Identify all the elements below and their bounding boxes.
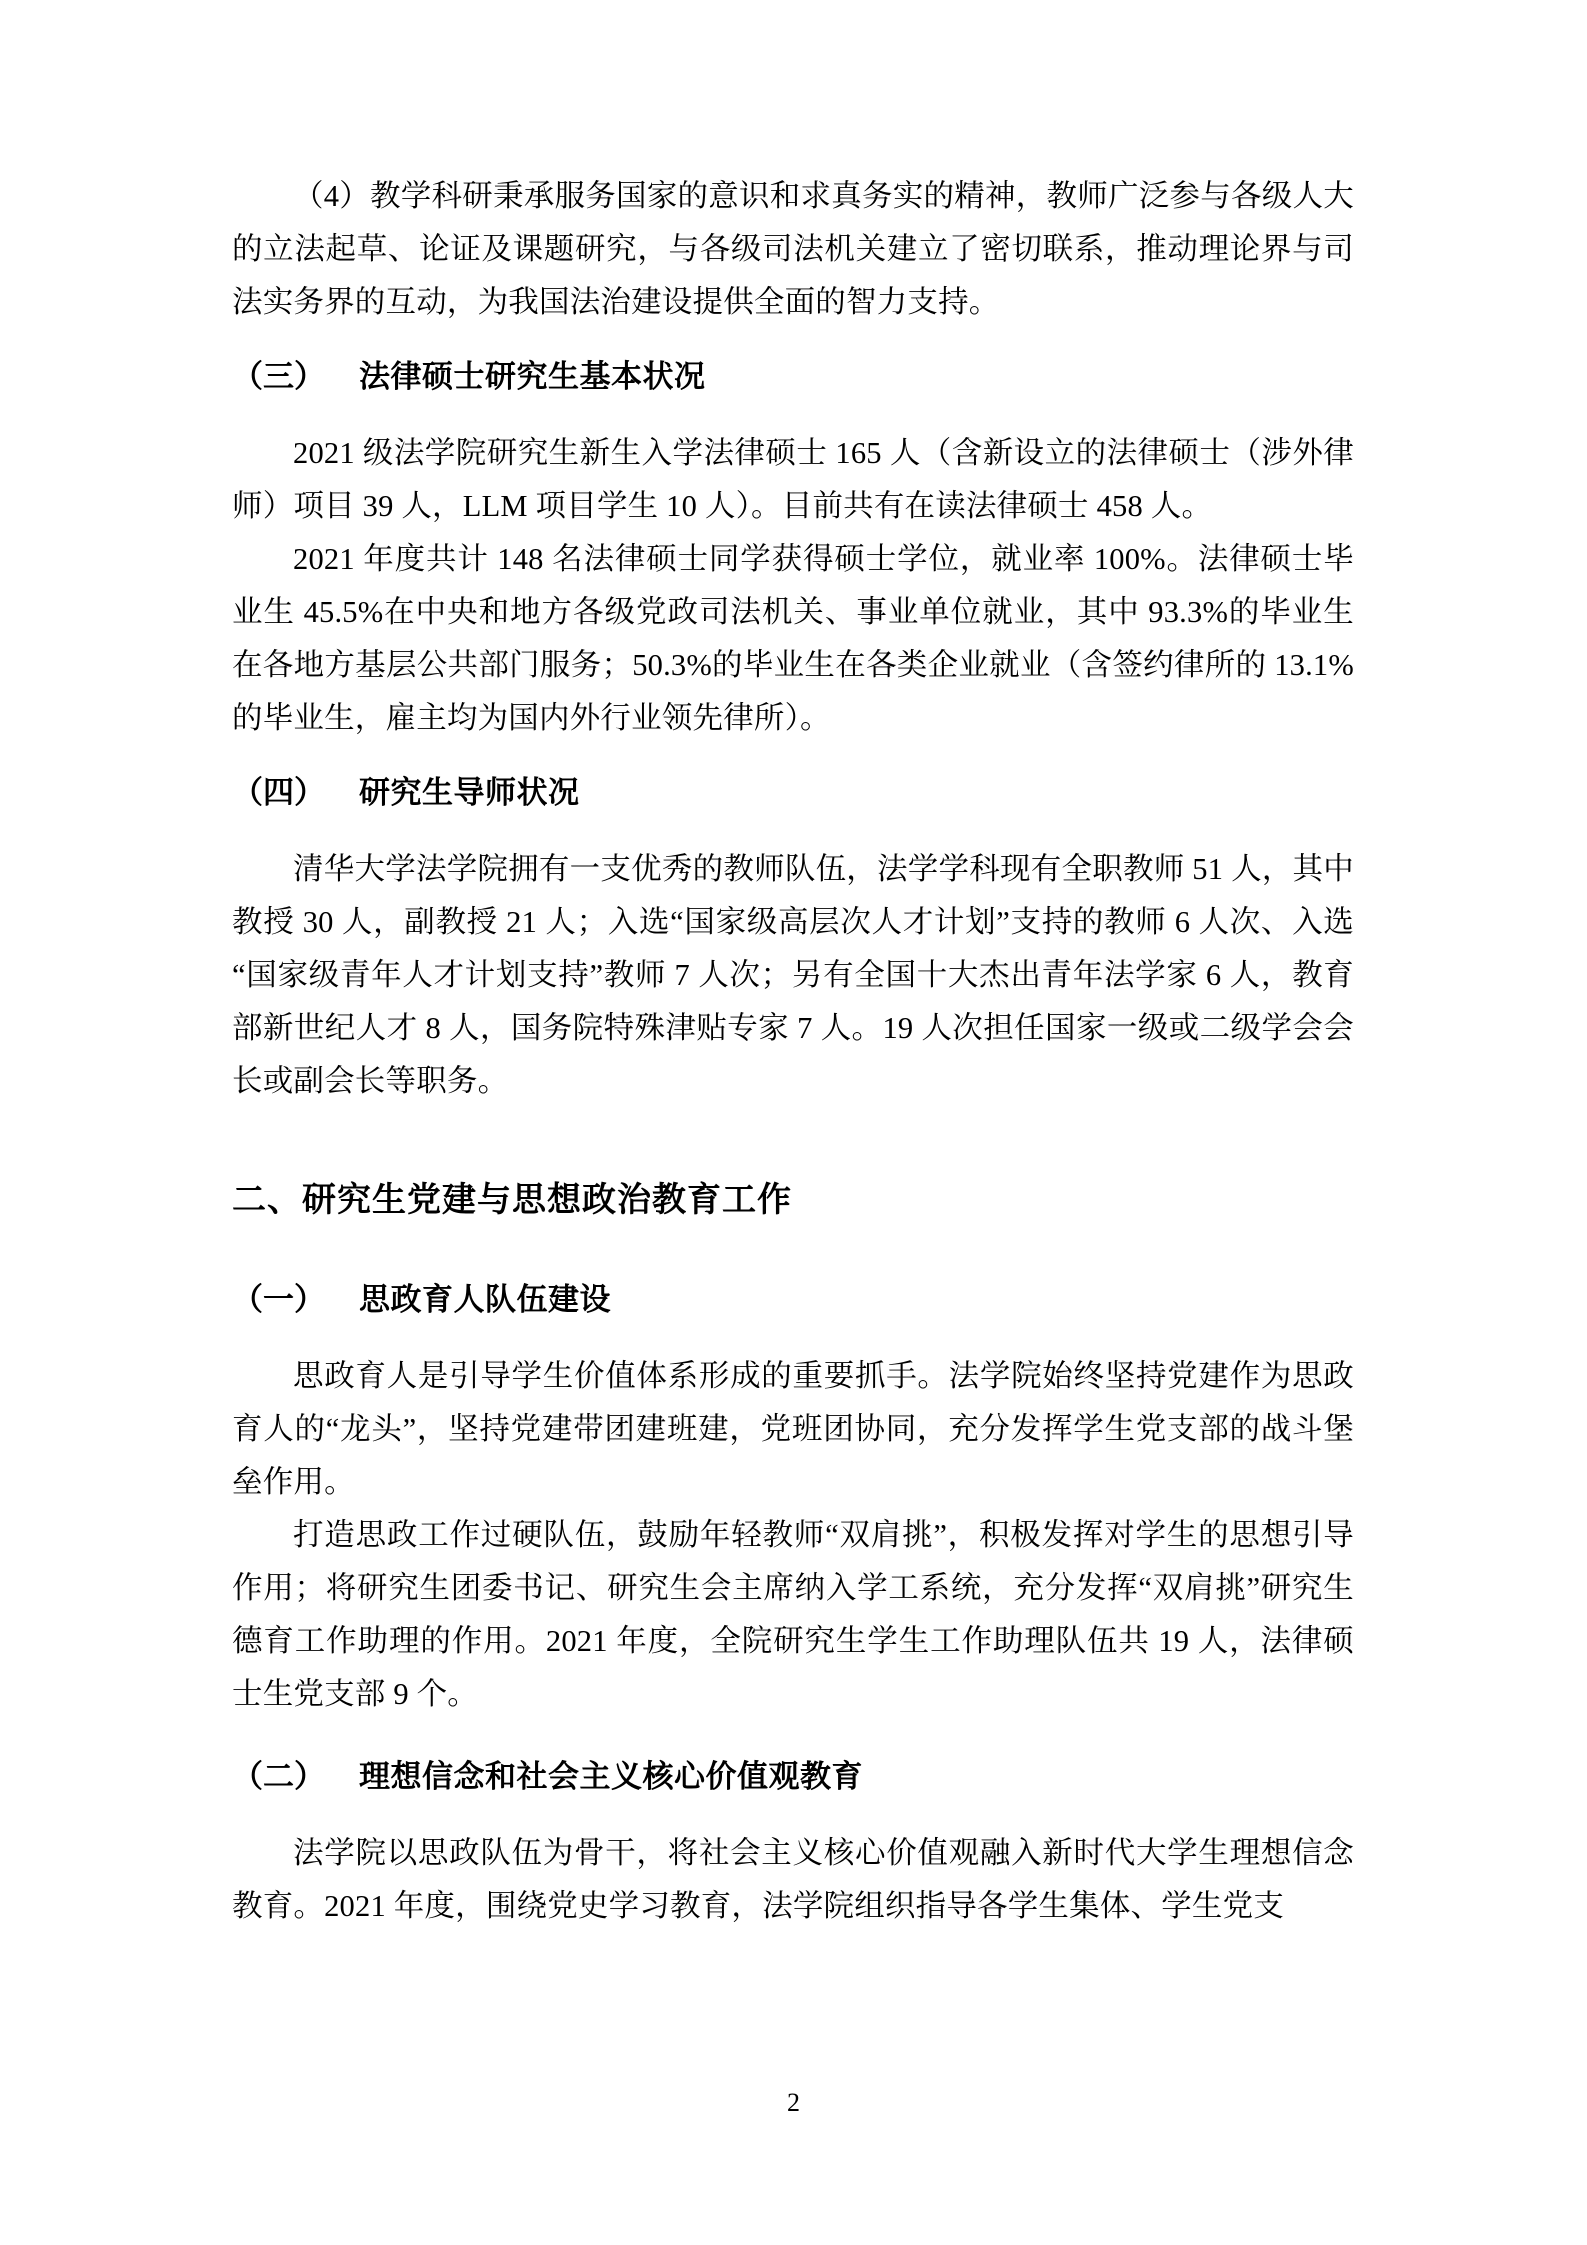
spacer xyxy=(232,819,1354,843)
paragraph-ideological-education-2: 打造思政工作过硬队伍，鼓励年轻教师“双肩挑”，积极发挥对学生的思想引导作用；将研究生团委书记、研究生会主席纳入学工系统，充分发挥“双肩挑”研究生德育工作助理的作用。2021 年度，全院研究生学生工作助理队伍共 19 人，法律硕士生党支部 9 个。 xyxy=(232,1518,1354,1711)
heading-subsection-one-label: （一） xyxy=(232,1282,325,1318)
paragraph-faculty: 清华大学法学院拥有一支优秀的教师队伍，法学学科现有全职教师 51 人，其中教授 30 人，副教授 21 人；入选“国家级高层次人才计划”支持的教师 6 人次、入选“国家级青年人才计划支持”教师 7 人次；另有全国十大杰出青年法学家 6 人，教育部新世纪人才 8 人，国务院特殊津贴专家 7 人。19 人次担任国家一级或二级学会会长或副会长等职务。 xyxy=(232,852,1354,1098)
spacer xyxy=(232,403,1354,427)
paragraph-item-4: （4）教学科研秉承服务国家的意识和求真务实的精神，教师广泛参与各级人大的立法起草、论证及课题研究，与各级司法机关建立了密切联系，推动理论界与司法实务界的互动，为我国法治建设提供全面的智力支持。 xyxy=(232,179,1354,319)
spacer xyxy=(232,1721,1354,1751)
spacer xyxy=(232,1108,1354,1172)
paragraph-employment: 2021 年度共计 148 名法律硕士同学获得硕士学位，就业率 100%。法律硕士毕业生 45.5%在中央和地方各级党政司法机关、事业单位就业，其中 93.3%的毕业生在各地方基层公共部门服务；50.3%的毕业生在各类企业就业（含签约律所的 13.1%的毕业生，雇主均为国内外行业领先律所）。 xyxy=(232,542,1354,735)
paragraph-enrollment: 2021 级法学院研究生新生入学法律硕士 165 人（含新设立的法律硕士（涉外律师）项目 39 人，LLM 项目学生 10 人）。目前共有在读法律硕士 458 人。 xyxy=(232,436,1354,523)
heading-section-four-label: （四） xyxy=(232,775,325,811)
spacer xyxy=(232,745,1354,767)
heading-section-four xyxy=(232,767,1354,819)
page-content xyxy=(232,170,1354,1933)
heading-section-three-text: 法律硕士研究生基本状况 xyxy=(359,359,706,395)
spacer xyxy=(232,1228,1354,1274)
heading-subsection-two xyxy=(232,1751,1354,1803)
heading-chapter-two: 二、研究生党建与思想政治教育工作 xyxy=(232,1180,792,1220)
heading-subsection-one-text: 思政育人队伍建设 xyxy=(359,1282,611,1318)
heading-subsection-one xyxy=(232,1274,1354,1326)
heading-section-three-label: （三） xyxy=(232,359,325,395)
paragraph-ideological-education-1: 思政育人是引导学生价值体系形成的重要抓手。法学院始终坚持党建作为思政育人的“龙头”，坚持党建带团建班建，党班团协同，充分发挥学生党支部的战斗堡垒作用。 xyxy=(232,1359,1354,1499)
heading-subsection-two-label: （二） xyxy=(232,1759,325,1795)
spacer xyxy=(232,1803,1354,1827)
heading-section-three xyxy=(232,351,1354,403)
paragraph-core-values: 法学院以思政队伍为骨干，将社会主义核心价值观融入新时代大学生理想信念教育。2021 年度，围绕党史学习教育，法学院组织指导各学生集体、学生党支 xyxy=(232,1836,1354,1923)
spacer xyxy=(232,329,1354,351)
heading-section-four-text: 研究生导师状况 xyxy=(359,775,580,811)
page-number: 2 xyxy=(787,2088,800,2117)
heading-subsection-two-text: 理想信念和社会主义核心价值观教育 xyxy=(359,1759,863,1795)
spacer xyxy=(232,1326,1354,1350)
